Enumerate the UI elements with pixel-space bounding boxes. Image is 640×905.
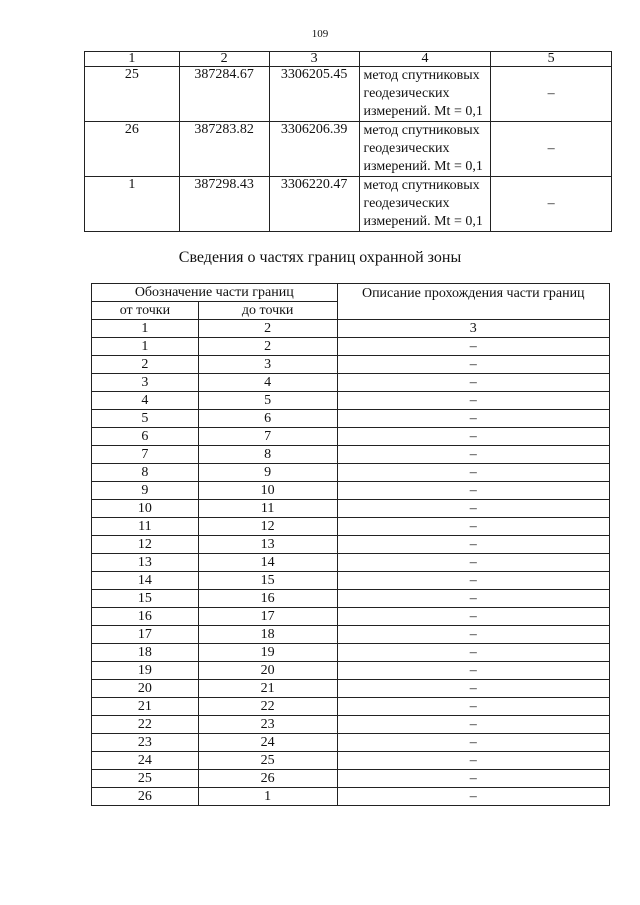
from-point: 15 <box>92 590 199 608</box>
method-line: геодезических <box>363 141 450 156</box>
method-line: метод спутниковых <box>363 68 480 83</box>
table-row <box>92 338 610 356</box>
to-point: 18 <box>198 626 337 644</box>
from-point: 4 <box>92 392 199 410</box>
coord-y: 3306220.47 <box>269 177 359 232</box>
from-point: 3 <box>92 374 199 392</box>
boundary-description: – <box>337 482 609 500</box>
from-point: 20 <box>92 680 199 698</box>
boundary-description: – <box>337 662 609 680</box>
coord-y: 3306206.39 <box>269 122 359 177</box>
boundary-description: – <box>337 446 609 464</box>
to-point: 3 <box>198 356 337 374</box>
column-number-4: 4 <box>359 52 491 67</box>
to-point: 17 <box>198 608 337 626</box>
table-row <box>92 446 610 464</box>
boundary-description: – <box>337 626 609 644</box>
method-description <box>359 122 491 177</box>
from-point-header: от точки <box>92 302 199 320</box>
parts-column-numbers-row <box>92 320 610 338</box>
to-point: 14 <box>198 554 337 572</box>
boundary-parts-table <box>91 283 610 806</box>
to-point: 20 <box>198 662 337 680</box>
boundary-description: – <box>337 374 609 392</box>
coord-x: 387284.67 <box>179 67 269 122</box>
to-point: 4 <box>198 374 337 392</box>
to-point: 5 <box>198 392 337 410</box>
coord-y: 3306205.45 <box>269 67 359 122</box>
table-row <box>92 716 610 734</box>
to-point: 7 <box>198 428 337 446</box>
table-row <box>92 752 610 770</box>
from-point: 25 <box>92 770 199 788</box>
boundary-description: – <box>337 698 609 716</box>
to-point: 12 <box>198 518 337 536</box>
point-id: 25 <box>85 67 180 122</box>
point-id: 1 <box>85 177 180 232</box>
note-cell: – <box>491 67 612 122</box>
boundary-description: – <box>337 500 609 518</box>
to-point: 21 <box>198 680 337 698</box>
note-cell: – <box>491 122 612 177</box>
to-point: 16 <box>198 590 337 608</box>
from-point: 10 <box>92 500 199 518</box>
from-point: 8 <box>92 464 199 482</box>
table-row <box>92 608 610 626</box>
method-line: измерений. Mt = 0,1 <box>363 104 483 119</box>
method-description <box>359 177 491 232</box>
coordinates-table <box>84 51 612 232</box>
to-point: 25 <box>198 752 337 770</box>
from-point: 2 <box>92 356 199 374</box>
point-id: 26 <box>85 122 180 177</box>
from-point: 19 <box>92 662 199 680</box>
from-point: 7 <box>92 446 199 464</box>
table-row <box>92 734 610 752</box>
to-point: 6 <box>198 410 337 428</box>
boundary-description: – <box>337 788 609 806</box>
from-point: 1 <box>92 338 199 356</box>
from-point: 5 <box>92 410 199 428</box>
boundary-description: – <box>337 464 609 482</box>
boundary-description: – <box>337 770 609 788</box>
table-row <box>92 572 610 590</box>
from-point: 21 <box>92 698 199 716</box>
table-row <box>92 770 610 788</box>
to-point: 13 <box>198 536 337 554</box>
table-row <box>92 410 610 428</box>
table-row <box>92 680 610 698</box>
table-row <box>92 644 610 662</box>
boundary-description: – <box>337 608 609 626</box>
section-title: Сведения о частях границ охранной зоны <box>178 249 462 266</box>
method-line: измерений. Mt = 0,1 <box>363 214 483 229</box>
note-cell: – <box>491 177 612 232</box>
method-line: геодезических <box>363 196 450 211</box>
boundary-description: – <box>337 716 609 734</box>
boundary-description: – <box>337 590 609 608</box>
table-row <box>92 626 610 644</box>
from-point: 17 <box>92 626 199 644</box>
from-point: 18 <box>92 644 199 662</box>
method-line: геодезических <box>363 86 450 101</box>
to-point: 9 <box>198 464 337 482</box>
to-point-header: до точки <box>198 302 337 320</box>
boundary-description: – <box>337 410 609 428</box>
from-point: 11 <box>92 518 199 536</box>
from-point: 22 <box>92 716 199 734</box>
from-point: 26 <box>92 788 199 806</box>
coordinates-header-row <box>85 52 612 67</box>
to-point: 10 <box>198 482 337 500</box>
table-row <box>92 374 610 392</box>
boundary-description-header: Описание прохождения части границ <box>337 284 609 320</box>
boundary-description: – <box>337 734 609 752</box>
table-row <box>92 590 610 608</box>
column-number-1: 1 <box>92 320 199 338</box>
boundary-description: – <box>337 518 609 536</box>
method-line: метод спутниковых <box>363 123 480 138</box>
boundary-description: – <box>337 680 609 698</box>
from-point: 24 <box>92 752 199 770</box>
column-number-3: 3 <box>269 52 359 67</box>
boundary-description: – <box>337 338 609 356</box>
to-point: 24 <box>198 734 337 752</box>
to-point: 26 <box>198 770 337 788</box>
coord-x: 387298.43 <box>179 177 269 232</box>
to-point: 15 <box>198 572 337 590</box>
boundary-description: – <box>337 536 609 554</box>
table-row <box>92 536 610 554</box>
boundary-description: – <box>337 356 609 374</box>
to-point: 11 <box>198 500 337 518</box>
boundary-description: – <box>337 392 609 410</box>
from-point: 12 <box>92 536 199 554</box>
to-point: 19 <box>198 644 337 662</box>
table-row <box>92 500 610 518</box>
column-number-2: 2 <box>198 320 337 338</box>
from-point: 13 <box>92 554 199 572</box>
table-row <box>92 518 610 536</box>
table-row <box>92 554 610 572</box>
table-row <box>92 788 610 806</box>
to-point: 8 <box>198 446 337 464</box>
method-description <box>359 67 491 122</box>
table-row <box>92 392 610 410</box>
column-number-3: 3 <box>337 320 609 338</box>
to-point: 1 <box>198 788 337 806</box>
table-row <box>92 356 610 374</box>
boundary-description: – <box>337 752 609 770</box>
parts-header-row <box>92 284 610 302</box>
to-point: 23 <box>198 716 337 734</box>
table-row <box>92 482 610 500</box>
table-row <box>92 662 610 680</box>
table-row <box>92 698 610 716</box>
from-point: 16 <box>92 608 199 626</box>
table-row <box>85 122 612 177</box>
boundary-description: – <box>337 572 609 590</box>
from-point: 14 <box>92 572 199 590</box>
page-number: 109 <box>311 28 329 40</box>
boundary-description: – <box>337 644 609 662</box>
coord-x: 387283.82 <box>179 122 269 177</box>
from-point: 23 <box>92 734 199 752</box>
column-number-5: 5 <box>491 52 612 67</box>
column-number-1: 1 <box>85 52 180 67</box>
from-point: 6 <box>92 428 199 446</box>
table-row <box>92 464 610 482</box>
to-point: 22 <box>198 698 337 716</box>
table-row <box>92 428 610 446</box>
column-number-2: 2 <box>179 52 269 67</box>
table-row <box>85 67 612 122</box>
table-row <box>85 177 612 232</box>
to-point: 2 <box>198 338 337 356</box>
from-point: 9 <box>92 482 199 500</box>
boundary-description: – <box>337 554 609 572</box>
method-line: метод спутниковых <box>363 178 480 193</box>
boundary-part-designation-header: Обозначение части границ <box>92 284 338 302</box>
method-line: измерений. Mt = 0,1 <box>363 159 483 174</box>
boundary-description: – <box>337 428 609 446</box>
